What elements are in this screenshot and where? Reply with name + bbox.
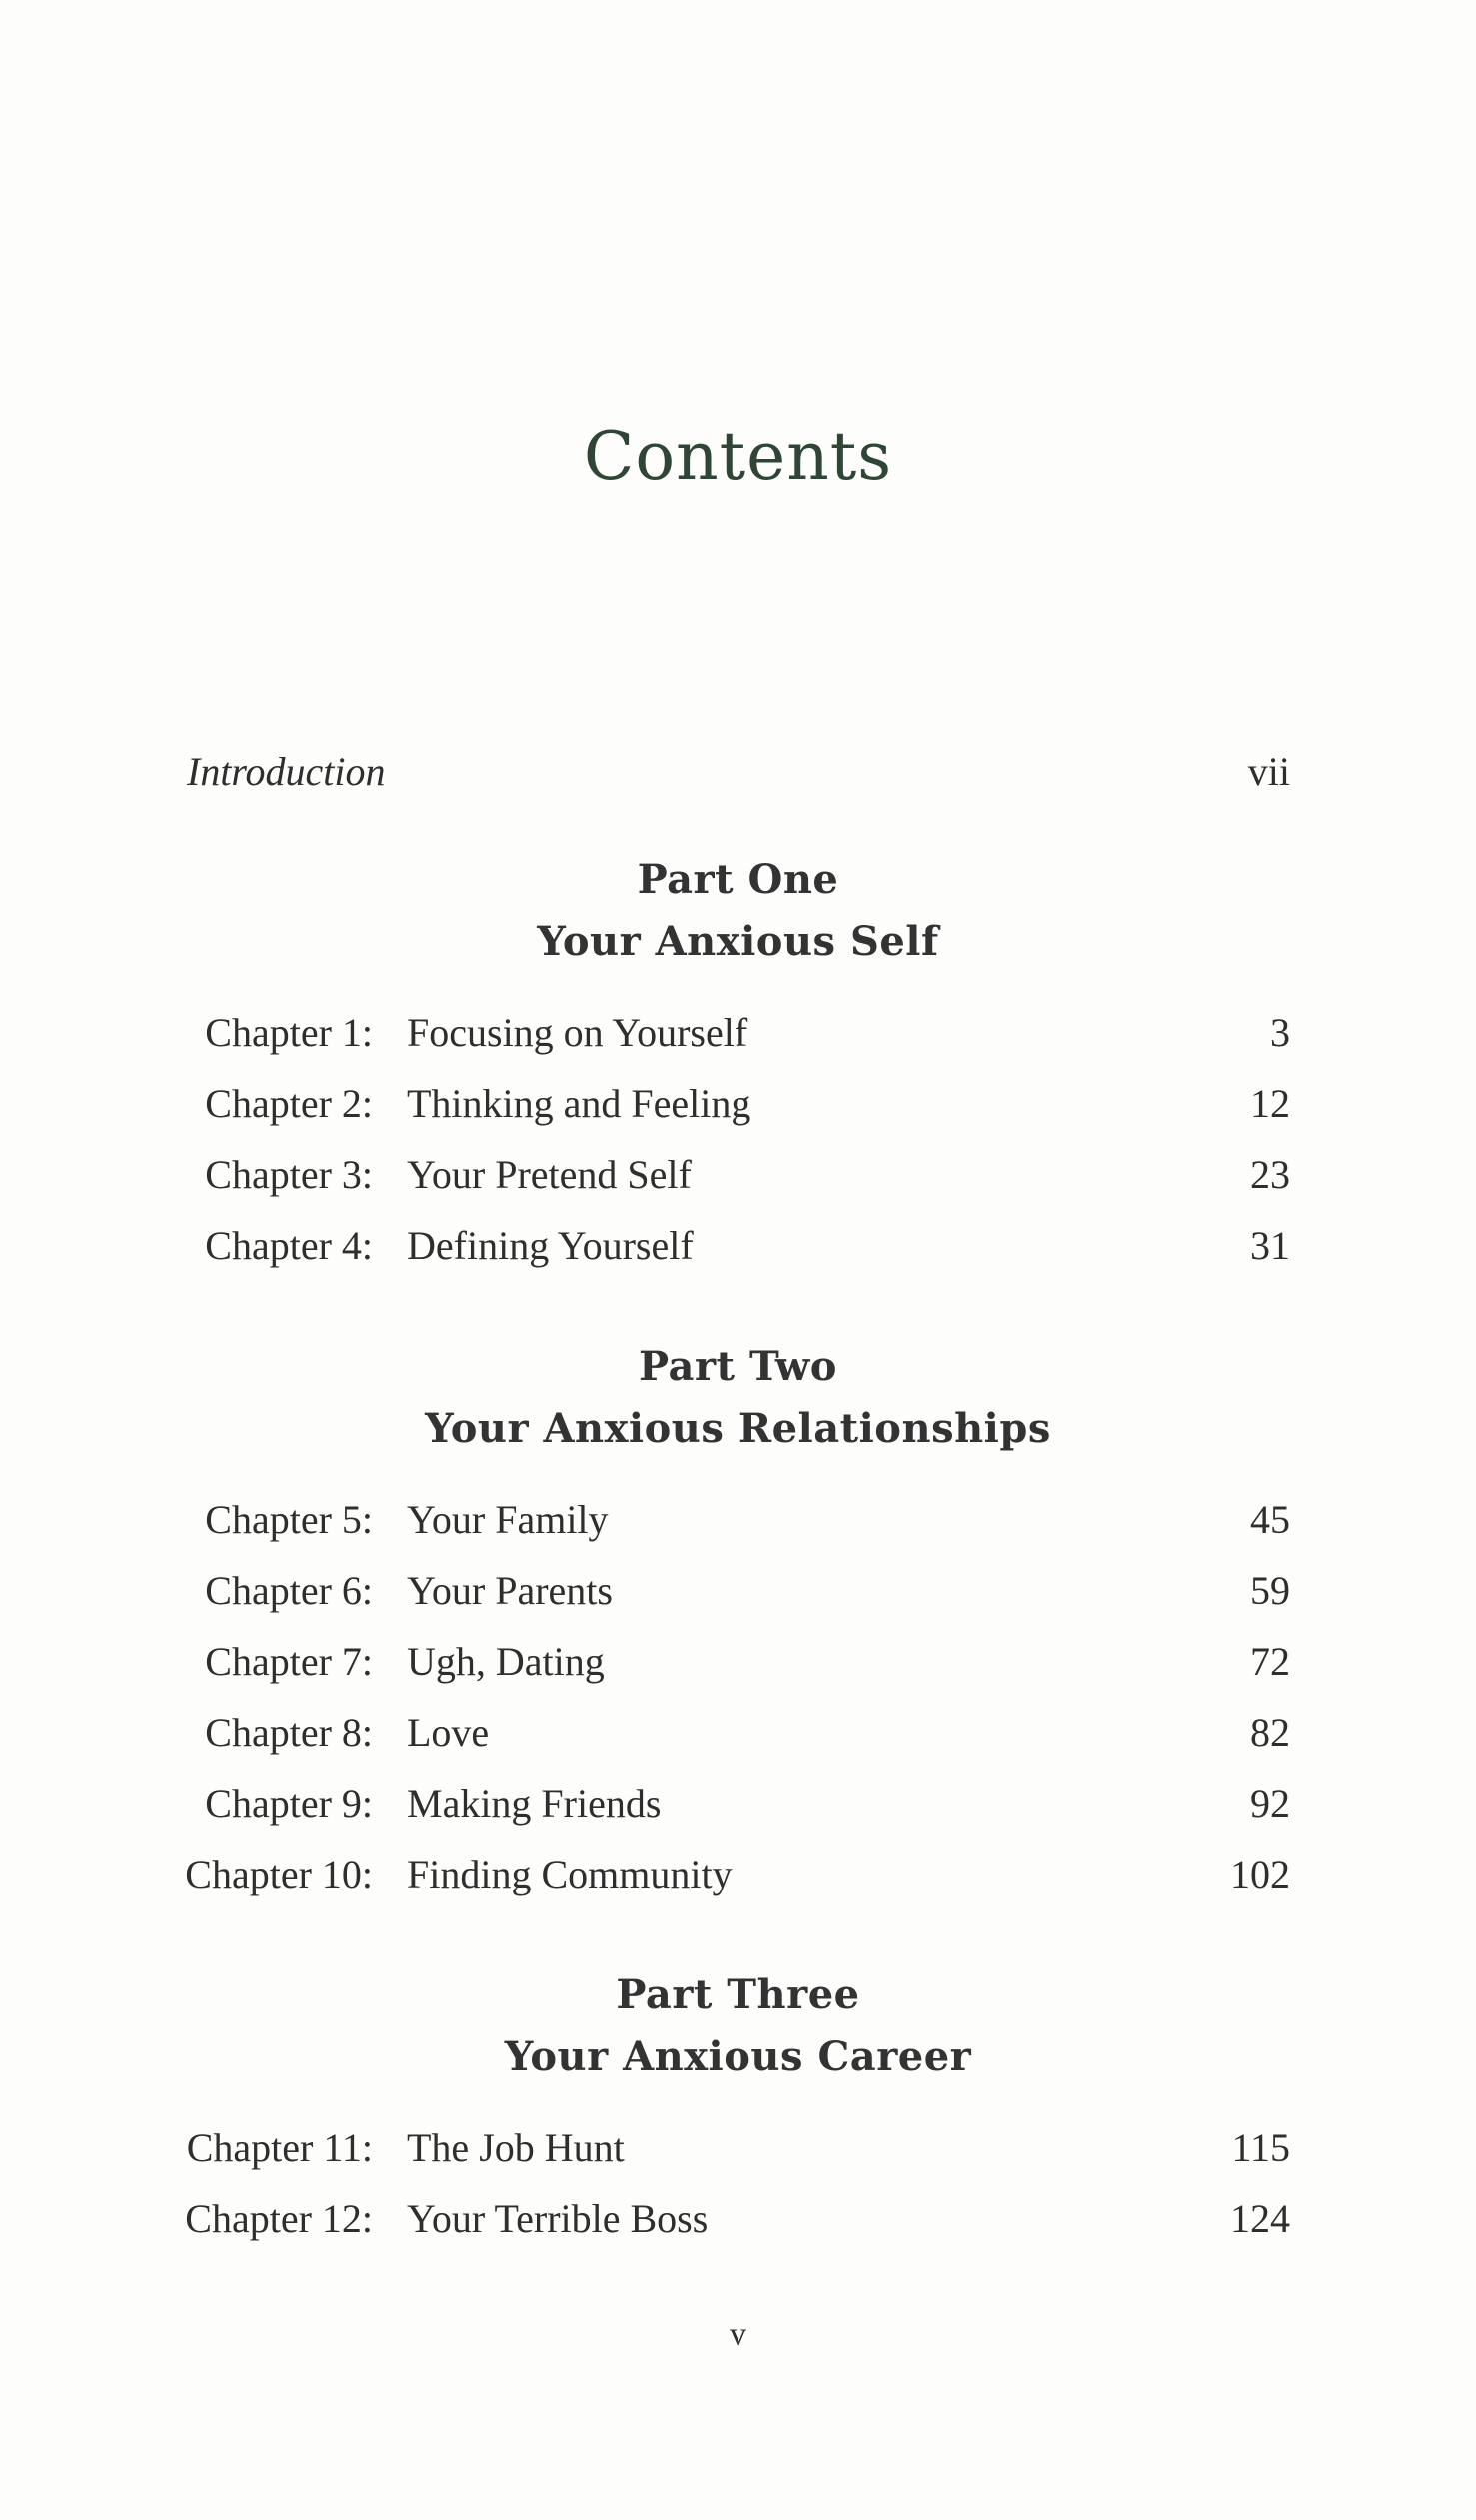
page-title: Contents [583, 418, 893, 495]
toc-chapter-line [0, 1145, 1476, 1205]
part-number: Part Three [616, 1971, 860, 2018]
toc-chapter-line [0, 1703, 1476, 1763]
chapter-title: Your Terrible Boss [407, 2196, 709, 2241]
chapter-page-number: 102 [1230, 1852, 1290, 1896]
toc-chapter-line [0, 1774, 1476, 1834]
chapter-title: Making Friends [407, 1781, 662, 1826]
part-name: Your Anxious Self [537, 918, 939, 965]
chapter-label: Chapter 7: [205, 1639, 373, 1684]
chapter-title: Finding Community [407, 1852, 733, 1896]
toc-chapter-line [0, 1003, 1476, 1063]
part-heading [0, 1336, 1476, 1460]
chapter-page-number: 92 [1250, 1781, 1290, 1826]
part-heading [0, 849, 1476, 973]
toc-chapter-line [0, 2189, 1476, 2249]
chapter-label: Chapter 9: [205, 1781, 373, 1826]
chapter-title: Ugh, Dating [407, 1639, 605, 1684]
page-folio: v [730, 2316, 746, 2353]
introduction-label: Introduction [187, 749, 386, 794]
chapter-label: Chapter 2: [205, 1081, 373, 1126]
toc-chapter-line [0, 2118, 1476, 2178]
chapter-label: Chapter 12: [185, 2196, 373, 2241]
chapter-page-number: 115 [1231, 2125, 1290, 2170]
chapter-page-number: 31 [1250, 1223, 1290, 1268]
part-heading [0, 1964, 1476, 2088]
chapter-label: Chapter 3: [205, 1152, 373, 1197]
toc-chapter-line [0, 1561, 1476, 1621]
toc-chapter-line [0, 1632, 1476, 1692]
chapter-label: Chapter 4: [205, 1223, 373, 1268]
chapter-page-number: 23 [1250, 1152, 1290, 1197]
chapter-label: Chapter 11: [186, 2125, 373, 2170]
chapter-label: Chapter 5: [205, 1497, 373, 1542]
toc-chapter-line [0, 1074, 1476, 1134]
chapter-title: Thinking and Feeling [407, 1081, 751, 1126]
part-number: Part Two [639, 1343, 837, 1390]
chapter-page-number: 124 [1230, 2196, 1290, 2241]
part-number: Part One [637, 856, 839, 903]
chapter-label: Chapter 6: [205, 1568, 373, 1613]
chapter-label: Chapter 8: [205, 1710, 373, 1755]
chapter-label: Chapter 1: [205, 1010, 373, 1055]
chapter-page-number: 59 [1250, 1568, 1290, 1613]
chapter-title: Your Parents [407, 1568, 613, 1613]
toc-chapter-line [0, 1216, 1476, 1276]
toc-chapter-line [0, 1490, 1476, 1550]
part-name: Your Anxious Relationships [425, 1405, 1051, 1452]
chapter-title: Your Pretend Self [407, 1152, 692, 1197]
chapter-page-number: 45 [1250, 1497, 1290, 1542]
chapter-title: Focusing on Yourself [407, 1010, 748, 1055]
part-name: Your Anxious Career [504, 2033, 972, 2080]
chapter-label: Chapter 10: [185, 1852, 373, 1896]
chapter-title: Defining Yourself [407, 1223, 694, 1268]
chapter-page-number: 12 [1250, 1081, 1290, 1126]
chapter-page-number: 72 [1250, 1639, 1290, 1684]
introduction-page-number: vii [1247, 749, 1290, 794]
toc-chapter-line [0, 1845, 1476, 1904]
chapter-title: The Job Hunt [407, 2125, 625, 2170]
chapter-page-number: 82 [1250, 1710, 1290, 1755]
chapter-title: Love [407, 1710, 490, 1755]
chapter-page-number: 3 [1270, 1010, 1290, 1055]
chapter-title: Your Family [407, 1497, 609, 1542]
toc-introduction-line [0, 742, 1476, 802]
